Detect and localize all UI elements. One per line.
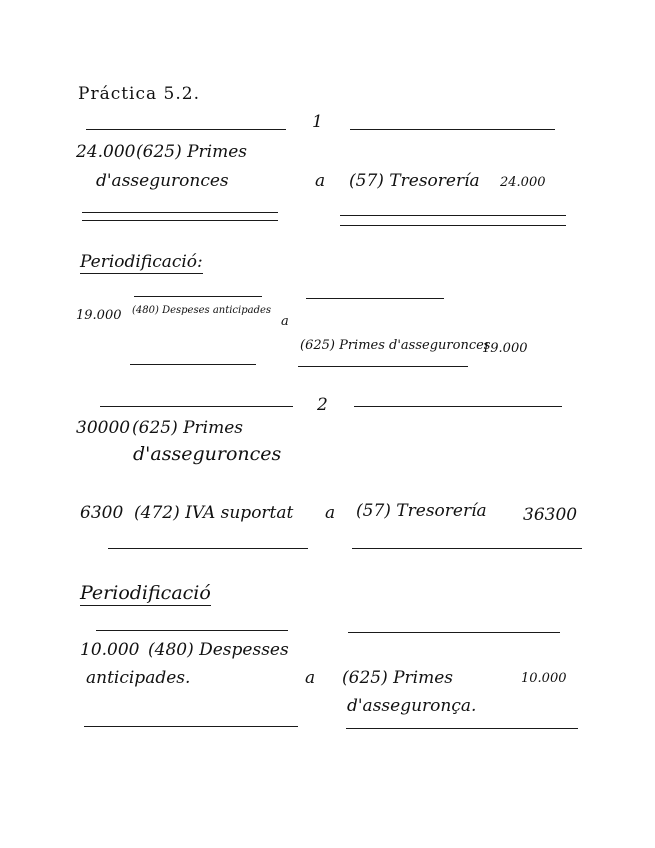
entry1-credit-account: (57) Tresorería [349,171,480,191]
entry1-debit-bottom-rule [82,212,278,213]
periodification2-debit-bottom-rule [84,726,298,727]
periodification2-debit-account: (480) Despesses [148,640,289,660]
periodification1-connector: a [281,314,289,329]
periodification1-credit-top-rule [306,298,444,299]
periodification2-credit-bottom-rule [346,728,578,729]
entry2-debit-amount-1: 30000 [76,418,131,438]
entry2-debit-amount-2: 6300 [80,503,124,523]
entry1-credit-amount: 24.000 [500,175,546,190]
periodification2-credit-amount: 10.000 [521,671,567,686]
periodification1-debit-top-rule [134,296,262,297]
entry1-debit-account-cont: d'asseguronces [96,171,229,191]
entry1-credit-bottom-rule [340,215,566,216]
periodification2-connector: a [305,668,316,688]
entry1-connector: a [315,171,326,191]
periodification1-credit-account: (625) Primes d'asseguronces [300,338,491,353]
entry2-debit-account-2: (472) IVA suportat [134,503,294,523]
periodification2-debit-top-rule [96,630,288,631]
periodification2-credit-account-cont: d'asseguronça. [347,696,477,716]
periodification2-debit-account-cont: anticipades. [86,668,191,688]
page-title: Práctica 5.2. [78,84,200,104]
entry1-number: 1 [312,112,323,132]
entry1-debit-amount: 24.000 [76,142,136,162]
periodification1-debit-account: (480) Despeses anticipades [132,305,272,316]
entry2-credit-bottom-rule [352,548,582,549]
periodification2-heading: Periodificació [80,582,211,604]
periodification2-credit-top-rule [348,632,560,633]
entry1-credit-bottom-rule-2 [340,225,566,226]
periodification1-credit-amount: 19.000 [482,341,528,356]
entry2-credit-account: (57) Tresorería [356,501,487,521]
periodification1-debit-bottom-rule [130,364,256,365]
entry2-credit-amount: 36300 [523,505,578,525]
entry2-connector: a [325,503,336,523]
entry2-debit-account-1: (625) Primes [132,418,244,438]
entry2-credit-top-rule [354,406,562,407]
entry2-debit-bottom-rule [108,548,308,549]
entry2-debit-account-1-cont: d'asseguronces [133,443,282,465]
entry1-debit-account: (625) Primes [136,142,248,162]
entry2-number: 2 [317,395,328,415]
periodification2-debit-amount: 10.000 [80,640,140,660]
entry1-credit-top-rule [350,129,555,130]
periodification1-heading: Periodificació: [80,252,203,272]
periodification1-debit-amount: 19.000 [76,308,122,323]
periodification1-credit-bottom-rule [298,366,468,367]
entry1-debit-bottom-rule-2 [82,220,278,221]
entry1-debit-top-rule [86,129,286,130]
periodification2-credit-account: (625) Primes [342,668,454,688]
entry2-debit-top-rule [100,406,293,407]
